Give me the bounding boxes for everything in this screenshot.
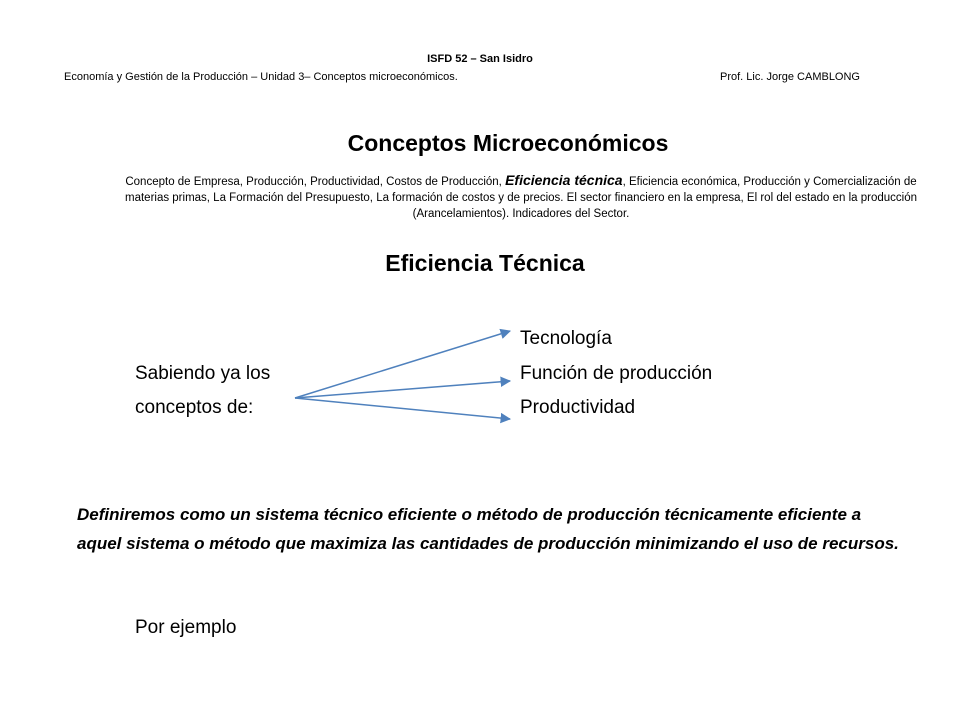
diagram-source-line-1: Sabiendo ya los [135,363,271,384]
arrow-to-productividad [295,398,510,419]
arrow-to-tecnologia [295,331,510,398]
page-title: Conceptos Microeconómicos [347,130,669,156]
summary-highlight: Eficiencia técnica [505,172,623,188]
header-professor: Prof. Lic. Jorge CAMBLONG [720,71,860,83]
summary-text-before: Concepto de Empresa, Producción, Productividad, Costos de Producción, [125,176,506,188]
diagram-target-tecnologia: Tecnología [520,328,612,349]
diagram-target-funcion-produccion: Función de producción [520,363,713,384]
arrow-to-funcion-produccion [295,381,510,398]
header-institution: ISFD 52 – San Isidro [427,53,533,65]
summary-text-after: , Eficiencia económica, Producción y Comercialización de materias primas, La Formación del Presupuesto, La formación de costos y de precios. El sector financiero en la empresa, El rol del estado en la producción (Arancelamientos). Indicadores del Sector. [125,176,917,220]
example-label: Por ejemplo [135,617,237,638]
section-title: Eficiencia Técnica [385,250,585,276]
definition-text: Definiremos como un sistema técnico eficiente o método de producción técnicamente eficiente a aquel sistema o método que maximiza las cantidades de producción minimizando el uso de recursos. [77,505,899,553]
diagram-source-line-2: conceptos de: [135,397,254,418]
diagram-target-productividad: Productividad [520,397,636,418]
header-course: Economía y Gestión de la Producción – Unidad 3– Conceptos microeconómicos. [64,71,458,83]
